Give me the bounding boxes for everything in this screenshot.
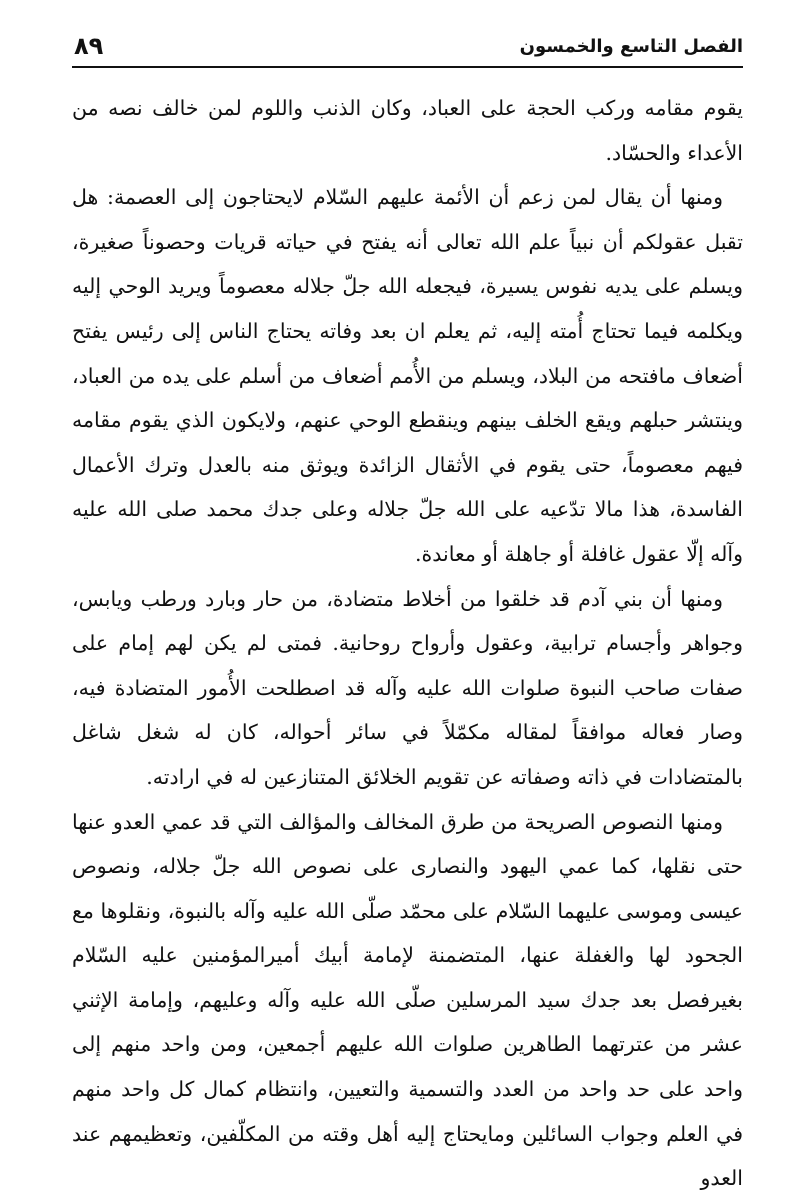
paragraph: ومنها النصوص الصريحة من طرق المخالف والمؤالف التي قد عمي العدو عنها حتى نقلها، كما عمي اليهود والنصارى على نصوص الله جلّ جلاله، ونصوص عيسى وموسى عليهما السّلام على محمّد صلّى الله عليه وآله بالنبوة، ونقلوها مع الجحود لها والغفلة عنها، المتضمنة لإمامة أبيك أميرالمؤمنين عليه السّلام بغيرفصل بعد جدك سيد المرسلين صلّى الله عليه وآله وعليهم، وإمامة الإثني عشر من عترتهما الطاهرين صلوات الله عليهم أجمعين، ومن واحد منهم إلى واحد على حد واحد من العدد والتسمية والتعيين، وانتظام كمال كل واحد منهم في العلم وجواب السائلين ومايحتاج إليه أهل وقته من المكلّفين، وتعظيمهم عند العدو (72, 809, 743, 1191)
page-number: ٨٩ (74, 32, 104, 60)
paragraph: ومنها أن بني آدم قد خلقوا من أخلاط متضادة، من حار وبارد ورطب ويابس، وجواهر وأجسام ترابية، وعقول وأرواح روحانية. فمتى لم يكن لهم إمام على صفات صاحب النبوة صلوات الله عليه وآله قد اصطلحت الأُمور المتضادة فيه، وصار فعاله موافقاً لمقاله مكمّلاً في سائر أحواله، كان له شغل شاغل بالمتضادات في ذاته وصفاته عن تقويم الخلائق المتنازعين له في ارادته. (72, 586, 743, 789)
chapter-title: الفصل التاسع والخمسون (519, 36, 743, 57)
paragraph: ومنها أن يقال لمن زعم أن الأئمة عليهم السّلام لايحتاجون إلى العصمة: هل تقبل عقولكم أن نبياً علم الله تعالى أنه يفتح في حياته قريات وحصوناً صغيرة، ويسلم على يديه نفوس يسيرة، فيجعله الله جلّ جلاله معصوماً ويريد الوحي إليه ويكلمه فيما تحتاج أُمته إليه، ثم يعلم ان بعد وفاته يحتاج الناس إلى رئيس يفتح أضعاف مافتحه من البلاد، ويسلم من الأُمم أضعاف من أسلم على يده من العباد، وينتشر حبلهم ويقع الخلف بينهم وينقطع الوحي عنهم، ولايكون الذي يقوم مقامه فيهم معصوماً، حتى يقوم في الأثقال الزائدة ويوثق منه بالعدل وترك الأعمال الفاسدة، هذا مالا تدّعيه على الله جلّ جلاله وعلى جدك محمد صلى الله عليه وآله إلّا عقول غافلة أو جاهلة أو معاندة. (72, 185, 743, 566)
paragraph: يقوم مقامه وركب الحجة على العباد، وكان الذنب واللوم لمن خالف نصه من الأعداء والحسّاد. (72, 96, 743, 165)
page-body (72, 86, 743, 1201)
page-header (72, 30, 743, 68)
